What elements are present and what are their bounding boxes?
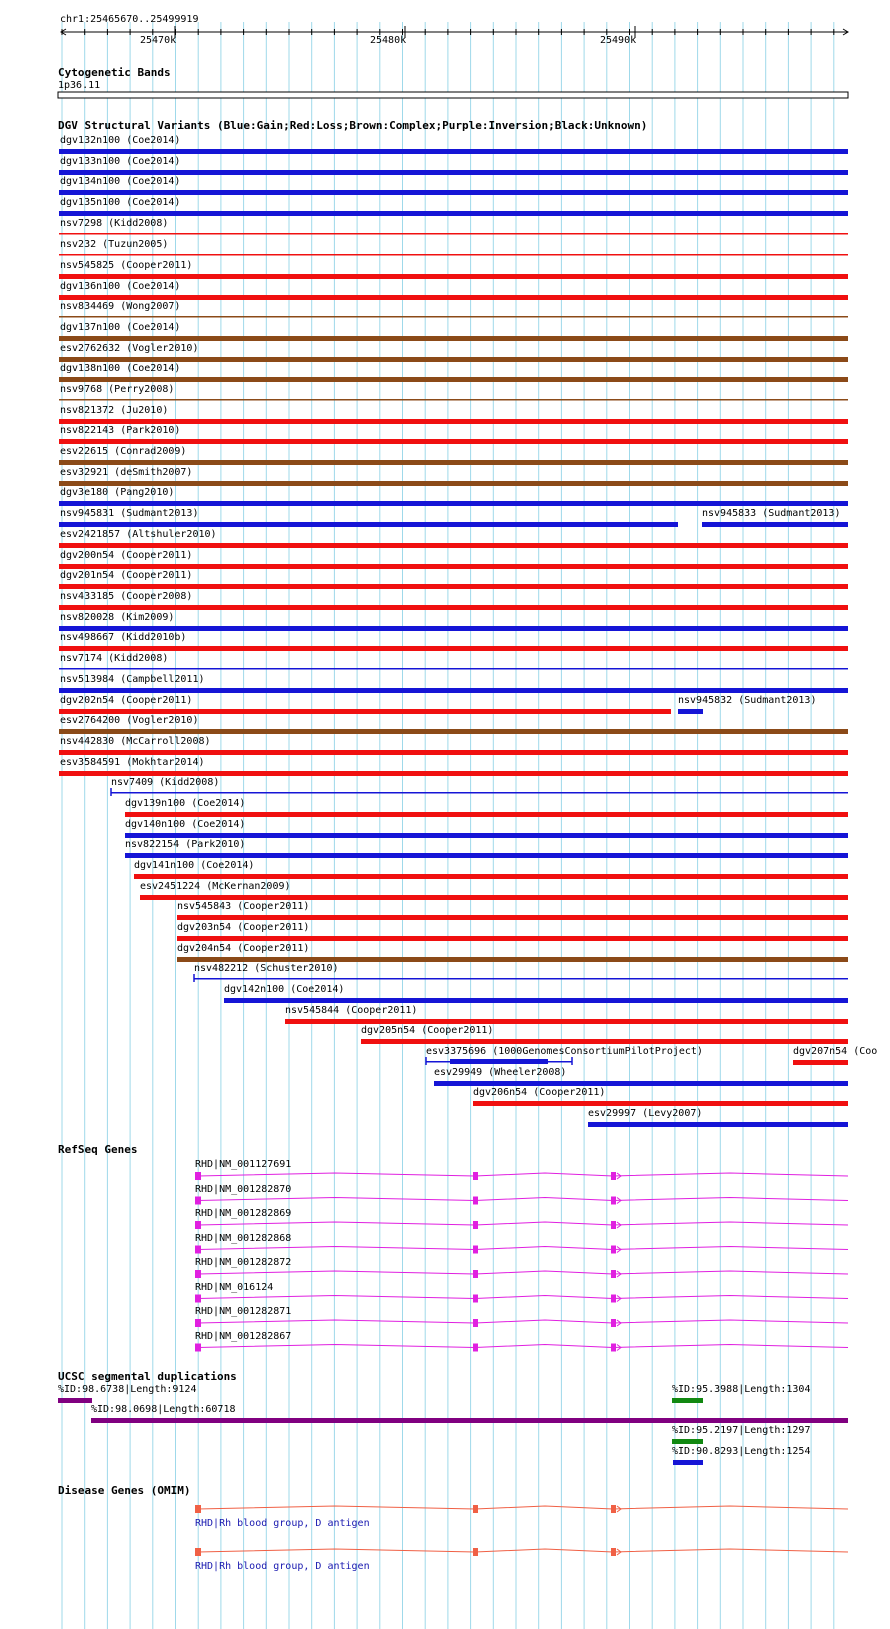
variant-label[interactable]: dgv203n54 (Cooper2011) [177,922,310,933]
variant-label[interactable]: dgv139n100 (Coe2014) [125,798,246,809]
segdup-label[interactable]: %ID:90.8293|Length:1254 [672,1446,811,1457]
exon[interactable] [195,1221,201,1229]
exon[interactable] [473,1221,478,1229]
variant-label[interactable]: dgv141n100 (Coe2014) [134,860,255,871]
ruler-tick-label[interactable]: 25490k [600,35,637,46]
exon[interactable] [611,1295,616,1303]
variant-label[interactable]: dgv136n100 (Coe2014) [60,281,181,292]
segdup-bar[interactable] [58,1398,92,1403]
transcript-label[interactable]: RHD|NM_001127691 [195,1159,292,1170]
variant-label[interactable]: nsv822143 (Park2010) [60,425,181,436]
cytoband-label[interactable]: 1p36.11 [58,80,101,91]
variant-label[interactable]: nsv433185 (Cooper2008) [60,591,193,602]
variant-label[interactable]: nsv7174 (Kidd2008) [60,653,169,664]
variant-label[interactable]: nsv820028 (Kim2009) [60,612,175,623]
variant-bar[interactable] [59,149,848,154]
variant-label[interactable]: dgv204n54 (Cooper2011) [177,943,310,954]
exon[interactable] [611,1270,616,1278]
variant-label[interactable]: nsv545825 (Cooper2011) [60,260,193,271]
transcript-label[interactable]: RHD|NM_016124 [195,1281,274,1293]
segdup-label[interactable]: %ID:98.0698|Length:60718 [91,1404,236,1415]
variant-label[interactable]: nsv945833 (Sudmant2013) [702,508,841,519]
variant-bar[interactable] [59,668,848,670]
variant-label[interactable]: esv29949 (Wheeler2008) [434,1067,567,1078]
variant-bar[interactable] [177,936,848,941]
transcript-label[interactable]: RHD|NM_001282868 [195,1232,292,1244]
exon[interactable] [611,1319,616,1327]
variant-bar[interactable] [224,998,848,1003]
exon[interactable] [195,1319,201,1327]
variant-bar[interactable] [59,771,848,776]
exon[interactable] [611,1344,616,1352]
variant-label[interactable]: dgv206n54 (Cooper2011) [473,1087,606,1098]
variant-label[interactable]: dgv132n100 (Coe2014) [60,135,181,146]
variant-label[interactable]: esv3584591 (Mokhtar2014) [60,757,205,768]
variant-bar[interactable] [285,1019,848,1024]
variant-label[interactable]: esv22615 (Conrad2009) [60,446,187,457]
exon[interactable] [195,1246,201,1254]
variant-label[interactable]: esv2762632 (Vogler2010) [60,343,199,354]
exon[interactable] [611,1172,616,1180]
variant-bar[interactable] [59,646,848,651]
intron-line [198,1173,848,1176]
variant-bar[interactable] [111,792,848,794]
variant-bar[interactable] [793,1060,848,1065]
omim-exon[interactable] [473,1548,478,1556]
cytoband-bar[interactable] [58,92,848,98]
variant-bar[interactable] [361,1039,848,1044]
variant-bar[interactable] [59,254,848,256]
segdup-label[interactable]: %ID:95.2197|Length:1297 [672,1425,811,1436]
segdup-label[interactable]: %ID:95.3988|Length:1304 [672,1384,811,1395]
variant-label[interactable]: nsv545844 (Cooper2011) [285,1005,418,1016]
variant-label[interactable]: nsv7409 (Kidd2008) [111,777,220,788]
variant-label[interactable]: dgv138n100 (Coe2014) [60,363,181,374]
variant-label[interactable]: nsv232 (Tuzun2005) [60,239,169,250]
variant-bar[interactable] [59,233,848,235]
exon[interactable] [195,1172,201,1180]
variant-bar[interactable] [59,709,671,714]
variant-bar[interactable] [59,419,848,424]
cytoband-track-title[interactable]: Cytogenetic Bands [58,66,171,79]
variant-label[interactable]: nsv834469 (Wong2007) [60,301,181,312]
variant-label[interactable]: nsv545843 (Cooper2011) [177,901,310,912]
segdup-bar[interactable] [672,1439,703,1444]
transcript-label[interactable]: RHD|NM_001282869 [195,1208,292,1219]
transcript-label[interactable]: RHD|NM_001282867 [195,1330,292,1342]
variant-bar[interactable] [59,274,848,279]
variant-label[interactable]: nsv822154 (Park2010) [125,839,246,850]
variant-label[interactable]: esv2421857 (Altshuler2010) [60,529,217,540]
exon[interactable] [473,1319,478,1327]
variant-bar[interactable] [59,564,848,569]
exon[interactable] [473,1246,478,1254]
intron-line [198,1222,848,1225]
variant-label[interactable]: dgv202n54 (Cooper2011) [60,695,193,706]
variant-bar[interactable] [59,439,848,444]
variant-bar[interactable] [125,853,848,858]
variant-bar[interactable] [59,584,848,589]
variant-bar[interactable] [59,295,848,300]
intron-line [198,1320,848,1323]
variant-bar[interactable] [59,211,848,216]
omim-exon[interactable] [195,1548,201,1556]
variant-bar[interactable] [588,1122,848,1127]
variant-label[interactable]: nsv7298 (Kidd2008) [60,218,169,229]
omim-exon[interactable] [473,1505,478,1513]
variant-bar[interactable] [702,522,848,527]
variant-label[interactable]: nsv498667 (Kidd2010b) [60,632,187,643]
variant-bar[interactable] [59,170,848,175]
variant-bar[interactable] [134,874,848,879]
transcript-label[interactable]: RHD|NM_001282870 [195,1183,292,1195]
exon[interactable] [473,1172,478,1180]
variant-bar[interactable] [59,399,848,401]
variant-bar[interactable] [59,377,848,382]
variant-label[interactable]: nsv9768 (Perry2008) [60,384,175,395]
variant-bar[interactable] [125,812,848,817]
variant-bar[interactable] [59,316,848,318]
variant-label[interactable]: dgv142n100 (Coe2014) [224,984,345,995]
exon[interactable] [195,1270,201,1278]
omim-gene-label[interactable]: RHD|Rh blood group, D antigen [195,1518,370,1529]
variant-bar[interactable] [177,957,848,962]
omim-intron-line [198,1506,848,1509]
segdup-track-title[interactable]: UCSC segmental duplications [58,1370,237,1383]
variant-label[interactable]: esv2451224 (McKernan2009) [140,881,291,892]
variant-bar[interactable] [59,190,848,195]
variant-label[interactable]: dgv205n54 (Cooper2011) [361,1025,494,1036]
variant-label[interactable]: nsv513984 (Campbell2011) [60,674,205,685]
variant-bar[interactable] [125,833,848,838]
variant-label[interactable]: dgv207n54 (Coo [793,1046,878,1057]
omim-exon[interactable] [611,1505,616,1513]
variant-bar[interactable] [59,522,678,527]
variant-bar[interactable] [59,688,848,693]
variant-bar-core[interactable] [450,1059,548,1064]
variant-label[interactable]: esv3375696 (1000GenomesConsortiumPilotProject) [426,1046,703,1057]
variant-label[interactable]: dgv201n54 (Cooper2011) [60,570,193,581]
omim-gene-label[interactable]: RHD|Rh blood group, D antigen [195,1561,370,1572]
variant-bar[interactable] [59,501,848,506]
variant-label[interactable]: esv29997 (Levy2007) [588,1108,703,1119]
variant-bar[interactable] [678,709,703,714]
intron-line [198,1198,848,1201]
variant-label[interactable]: dgv140n100 (Coe2014) [125,819,246,830]
variant-label[interactable]: nsv442830 (McCarroll2008) [60,736,211,747]
segdup-bar[interactable] [672,1398,703,1403]
omim-track-title[interactable]: Disease Genes (OMIM) [58,1484,191,1497]
ruler-tick-label[interactable]: 25470k [140,35,177,46]
variant-bar[interactable] [434,1081,848,1086]
variant-bar[interactable] [59,460,848,465]
variant-label[interactable]: nsv945832 (Sudmant2013) [678,695,817,706]
dgv-track-title[interactable]: DGV Structural Variants (Blue:Gain;Red:Loss;Brown:Complex;Purple:Inversion;Black:Unknown) [58,119,648,132]
omim-exon[interactable] [611,1548,616,1556]
exon[interactable] [611,1197,616,1205]
exon[interactable] [195,1344,201,1352]
variant-bar[interactable] [473,1101,848,1106]
exon[interactable] [195,1295,201,1303]
transcript-label[interactable]: RHD|NM_001282872 [195,1257,292,1268]
variant-label[interactable]: dgv200n54 (Cooper2011) [60,550,193,561]
variant-bar[interactable] [59,543,848,548]
omim-intron-line [198,1549,848,1552]
variant-bar[interactable] [59,626,848,631]
variant-label[interactable]: dgv137n100 (Coe2014) [60,322,181,333]
intron-line [198,1271,848,1274]
exon[interactable] [473,1344,478,1352]
ruler-tick-label[interactable]: 25480k [370,35,407,46]
exon[interactable] [611,1221,616,1229]
variant-label[interactable]: dgv134n100 (Coe2014) [60,176,181,187]
exon[interactable] [195,1197,201,1205]
variant-label[interactable]: esv2764200 (Vogler2010) [60,715,199,726]
variant-bar[interactable] [59,336,848,341]
variant-bar[interactable] [140,895,848,900]
variant-bar[interactable] [59,729,848,734]
variant-bar[interactable] [59,605,848,610]
variant-label[interactable]: nsv821372 (Ju2010) [60,405,169,416]
transcript-label[interactable]: RHD|NM_001282871 [195,1306,292,1317]
exon[interactable] [473,1270,478,1278]
intron-line [198,1345,848,1348]
variant-bar[interactable] [194,978,848,980]
segdup-bar[interactable] [673,1460,703,1465]
exon[interactable] [473,1295,478,1303]
intron-line [198,1247,848,1250]
refseq-track-title[interactable]: RefSeq Genes [58,1143,138,1156]
segdup-bar[interactable] [91,1418,848,1423]
variant-label[interactable]: nsv482212 (Schuster2010) [194,963,339,974]
variant-bar[interactable] [59,481,848,486]
variant-label[interactable]: dgv133n100 (Coe2014) [60,156,181,167]
variant-bar[interactable] [59,357,848,362]
exon[interactable] [473,1197,478,1205]
segdup-label[interactable]: %ID:98.6738|Length:9124 [58,1384,197,1395]
variant-label[interactable]: esv32921 (deSmith2007) [60,467,193,478]
variant-bar[interactable] [59,750,848,755]
variant-label[interactable]: dgv135n100 (Coe2014) [60,197,181,208]
location-label: chr1:25465670..25499919 [60,14,199,25]
variant-label[interactable]: nsv945831 (Sudmant2013) [60,508,199,519]
exon[interactable] [611,1246,616,1254]
intron-line [198,1296,848,1299]
variant-label[interactable]: dgv3e180 (Pang2010) [60,487,175,498]
variant-bar[interactable] [177,915,848,920]
omim-exon[interactable] [195,1505,201,1513]
